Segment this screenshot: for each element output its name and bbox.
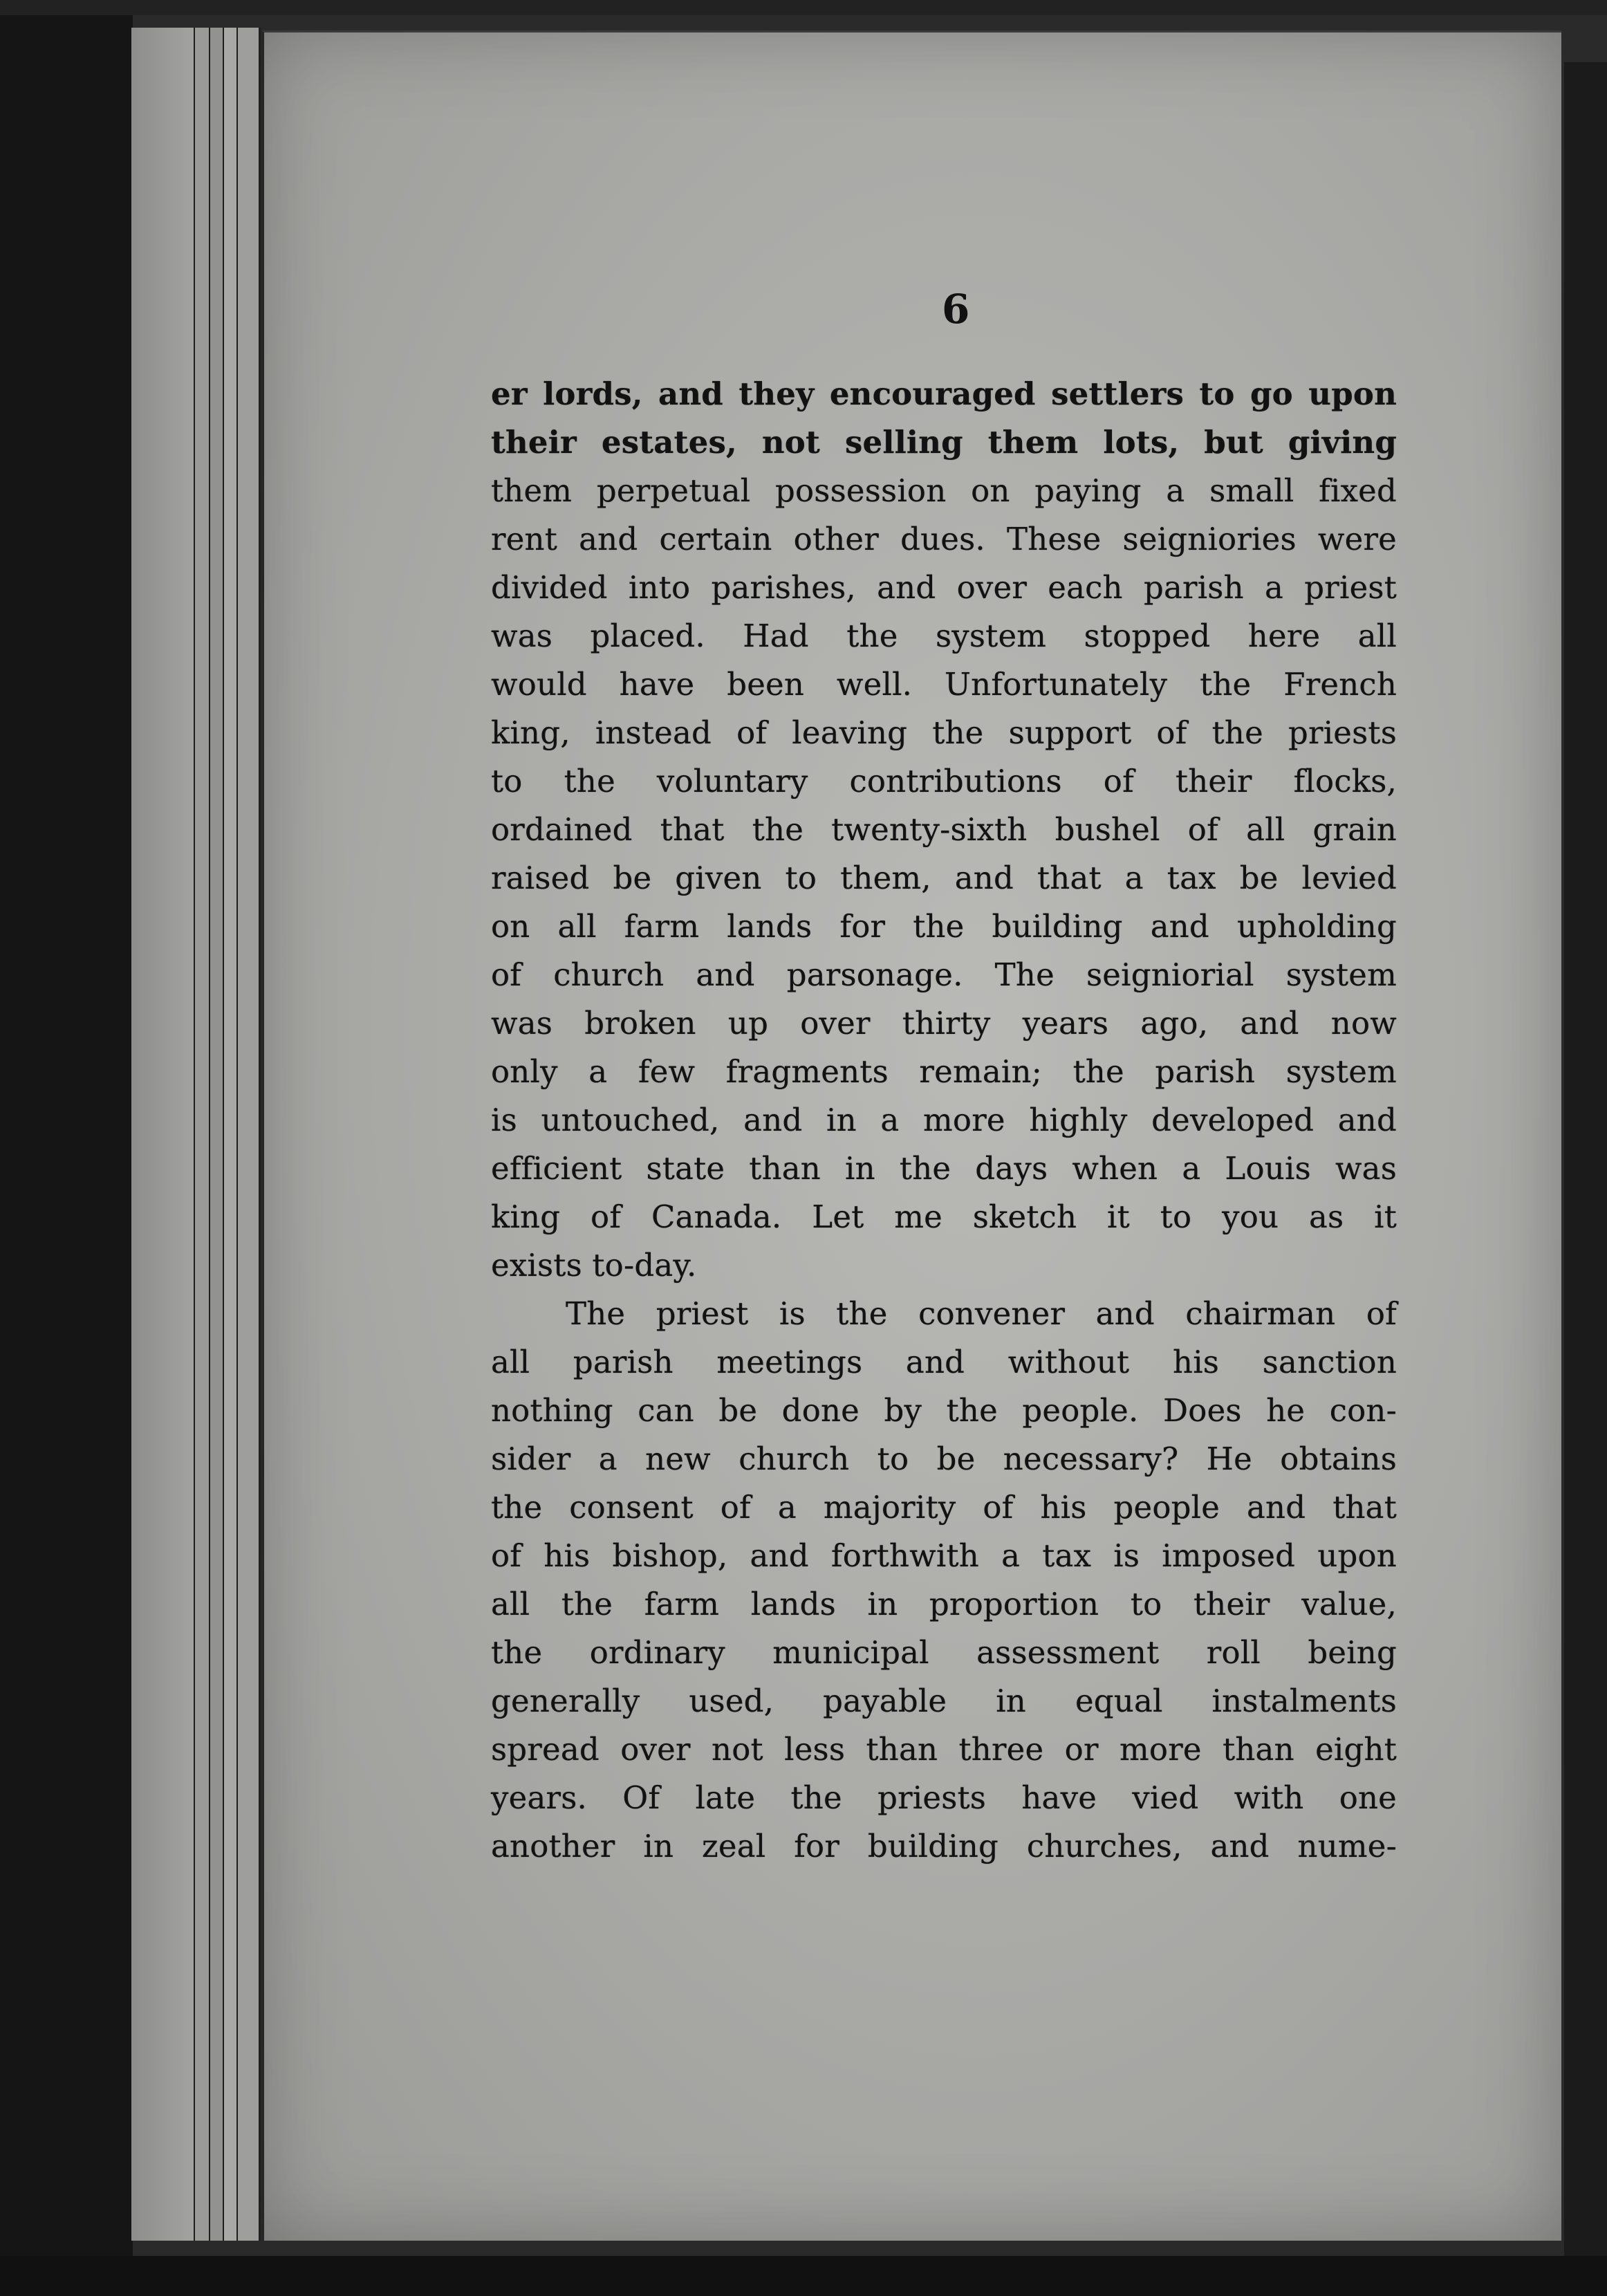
text-line: generally used, payable in equal instalments	[491, 1683, 1397, 1719]
text-line: all the farm lands in proportion to their value,	[491, 1586, 1397, 1622]
page-edge	[224, 28, 239, 2241]
page-edge	[131, 28, 196, 2241]
scan-margin-left	[0, 0, 133, 2296]
text-line: king, instead of leaving the support of the priests	[491, 714, 1397, 751]
text-line: would have been well. Unfortunately the French	[491, 666, 1397, 703]
text-line: er lords, and they encouraged settlers to go upon	[491, 376, 1397, 412]
text-line: The priest is the convener and chairman of	[566, 1295, 1397, 1332]
text-line: was placed. Had the system stopped here all	[491, 618, 1397, 654]
page-number: 6	[942, 286, 970, 333]
adjacent-page-strip	[1564, 62, 1607, 2275]
text-line: is untouched, and in a more highly developed and	[491, 1102, 1397, 1138]
text-line: divided into parishes, and over each parish a priest	[491, 569, 1397, 606]
scan-margin-bottom	[0, 2256, 1607, 2296]
text-line: the ordinary municipal assessment roll being	[491, 1634, 1397, 1671]
text-line: them perpetual possession on paying a small fixed	[491, 472, 1397, 509]
text-line: to the voluntary contributions of their flocks,	[491, 763, 1397, 799]
page-edge	[195, 28, 211, 2241]
text-line: spread over not less than three or more than eight	[491, 1731, 1397, 1768]
text-line: exists to-day.	[491, 1247, 697, 1284]
text-line: raised be given to them, and that a tax be levied	[491, 860, 1397, 896]
page-edge	[238, 28, 261, 2241]
text-line: sider a new church to be necessary? He obtains	[491, 1441, 1397, 1477]
text-line: ordained that the twenty-sixth bushel of all grain	[491, 811, 1397, 848]
text-line: nothing can be done by the people. Does he con-	[491, 1392, 1397, 1429]
text-line: all parish meetings and without his sanction	[491, 1344, 1397, 1380]
text-line: on all farm lands for the building and upholding	[491, 908, 1397, 945]
body-text	[491, 370, 1397, 1871]
page-edge	[210, 28, 225, 2241]
text-line: of his bishop, and forthwith a tax is imposed upon	[491, 1537, 1397, 1574]
text-line: efficient state than in the days when a Louis was	[491, 1150, 1397, 1187]
text-line: the consent of a majority of his people and that	[491, 1489, 1397, 1526]
text-line: their estates, not selling them lots, but giving	[491, 424, 1397, 461]
text-line: king of Canada. Let me sketch it to you as it	[491, 1198, 1397, 1235]
text-line: of church and parsonage. The seigniorial system	[491, 956, 1397, 993]
scan-margin-top	[0, 0, 1607, 15]
text-line: rent and certain other dues. These seigniories were	[491, 521, 1397, 557]
text-line: only a few fragments remain; the parish system	[491, 1053, 1397, 1090]
text-line: another in zeal for building churches, and nume-	[491, 1828, 1397, 1864]
text-line: years. Of late the priests have vied with one	[491, 1779, 1397, 1816]
text-line: was broken up over thirty years ago, and now	[491, 1005, 1397, 1041]
